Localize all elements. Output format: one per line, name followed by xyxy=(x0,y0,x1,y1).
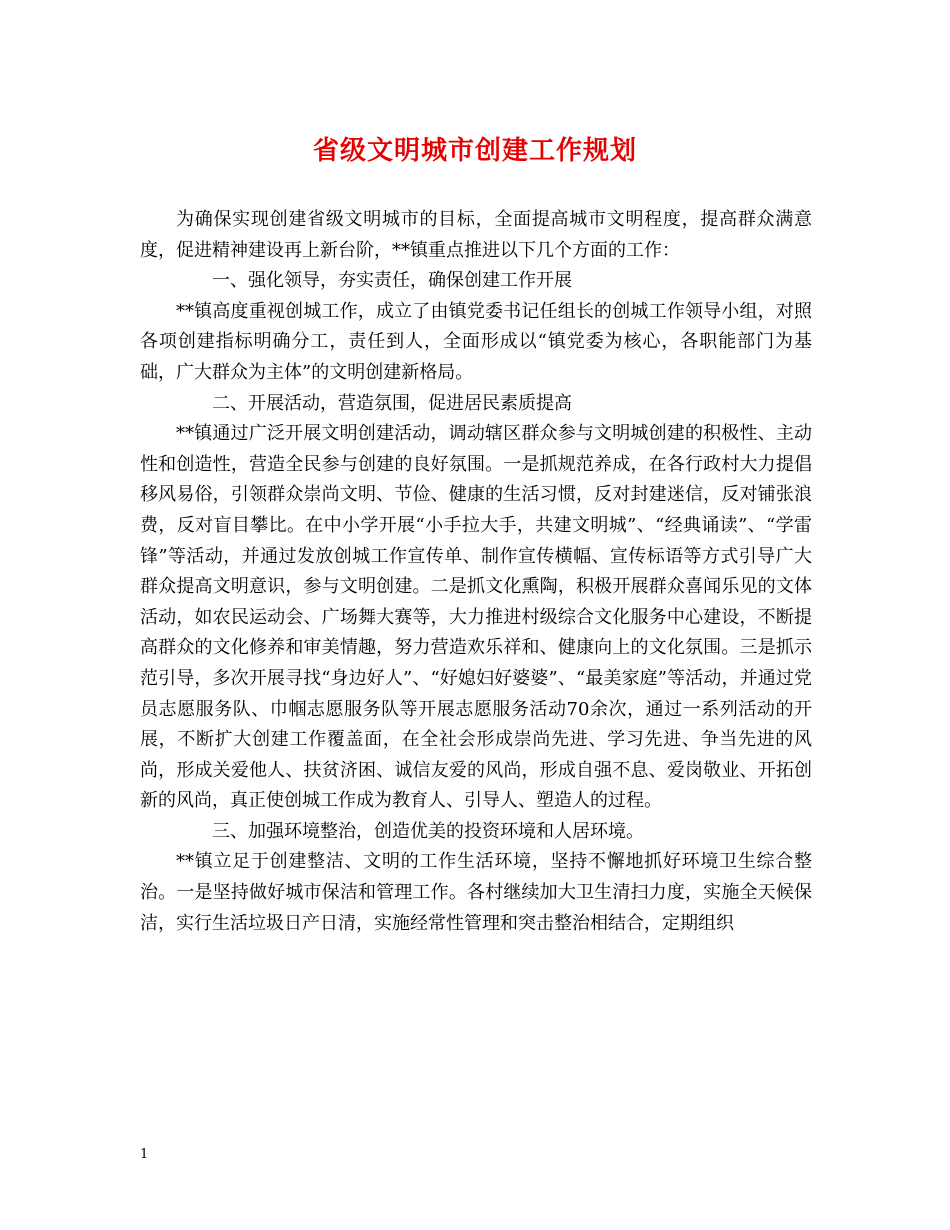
document-body xyxy=(140,205,812,939)
document-title: 省级文明城市创建工作规划 xyxy=(312,136,637,166)
section-3-paragraph: **镇立足于创建整洁、文明的工作生活环境，坚持不懈地抓好环境卫生综合整治。一是坚持做好城市保洁和管理工作。各村继续加大卫生清扫力度，实施全天候保洁，实行生活垃圾日产日清，实施经常性管理和突击整治相结合，定期组织 xyxy=(140,851,812,934)
section-2-paragraph: **镇通过广泛开展文明创建活动，调动辖区群众参与文明城创建的积极性、主动性和创造性，营造全民参与创建的良好氛围。一是抓规范养成，在各行政村大力提倡移风易俗，引领群众崇尚文明、节俭、健康的生活习惯，反对封建迷信，反对铺张浪费，反对盲目攀比。在中小学开展“小手拉大手，共建文明城”、“经典诵读”、“学雷锋”等活动，并通过发放创城工作宣传单、制作宣传横幅、宣传标语等方式引导广大群众提高文明意识，参与文明创建。二是抓文化熏陶，积极开展群众喜闻乐见的文体活动，如农民运动会、广场舞大赛等，大力推进村级综合文化服务中心建设，不断提高群众的文化修养和审美情趣，努力营造欢乐祥和、健康向上的文化氛围。三是抓示范引导，多次开展寻找“身边好人”、“好媳妇好婆婆”、“最美家庭”等活动，并通过党员志愿服务队、巾帼志愿服务队等开展志愿服务活动70余次，通过一系列活动的开展，不断扩大创建工作覆盖面，在全社会形成崇尚先进、学习先进、争当先进的风尚，形成关爱他人、扶贫济困、诚信友爱的风尚，形成自强不息、爱岗敬业、开拓创新的风尚，真正使创城工作成为教育人、引导人、塑造人的过程。 xyxy=(140,423,812,812)
section-heading-1: 一、强化领导，夯实责任，确保创建工作开展 xyxy=(212,270,572,292)
section-1-paragraph: **镇高度重视创城工作，成立了由镇党委书记任组长的创城工作领导小组，对照各项创建指标明确分工，责任到人，全面形成以“镇党委为核心，各职能部门为基础，广大群众为主体”的文明创建新格局。 xyxy=(140,300,812,383)
section-heading-3: 三、加强环境整治，创造优美的投资环境和人居环境。 xyxy=(212,820,644,842)
intro-paragraph: 为确保实现创建省级文明城市的目标，全面提高城市文明程度，提高群众满意度，促进精神建设再上新台阶，**镇重点推进以下几个方面的工作： xyxy=(140,209,812,261)
section-heading-2: 二、开展活动，营造氛围，促进居民素质提高 xyxy=(212,392,572,414)
page-number: 1 xyxy=(140,1147,149,1162)
